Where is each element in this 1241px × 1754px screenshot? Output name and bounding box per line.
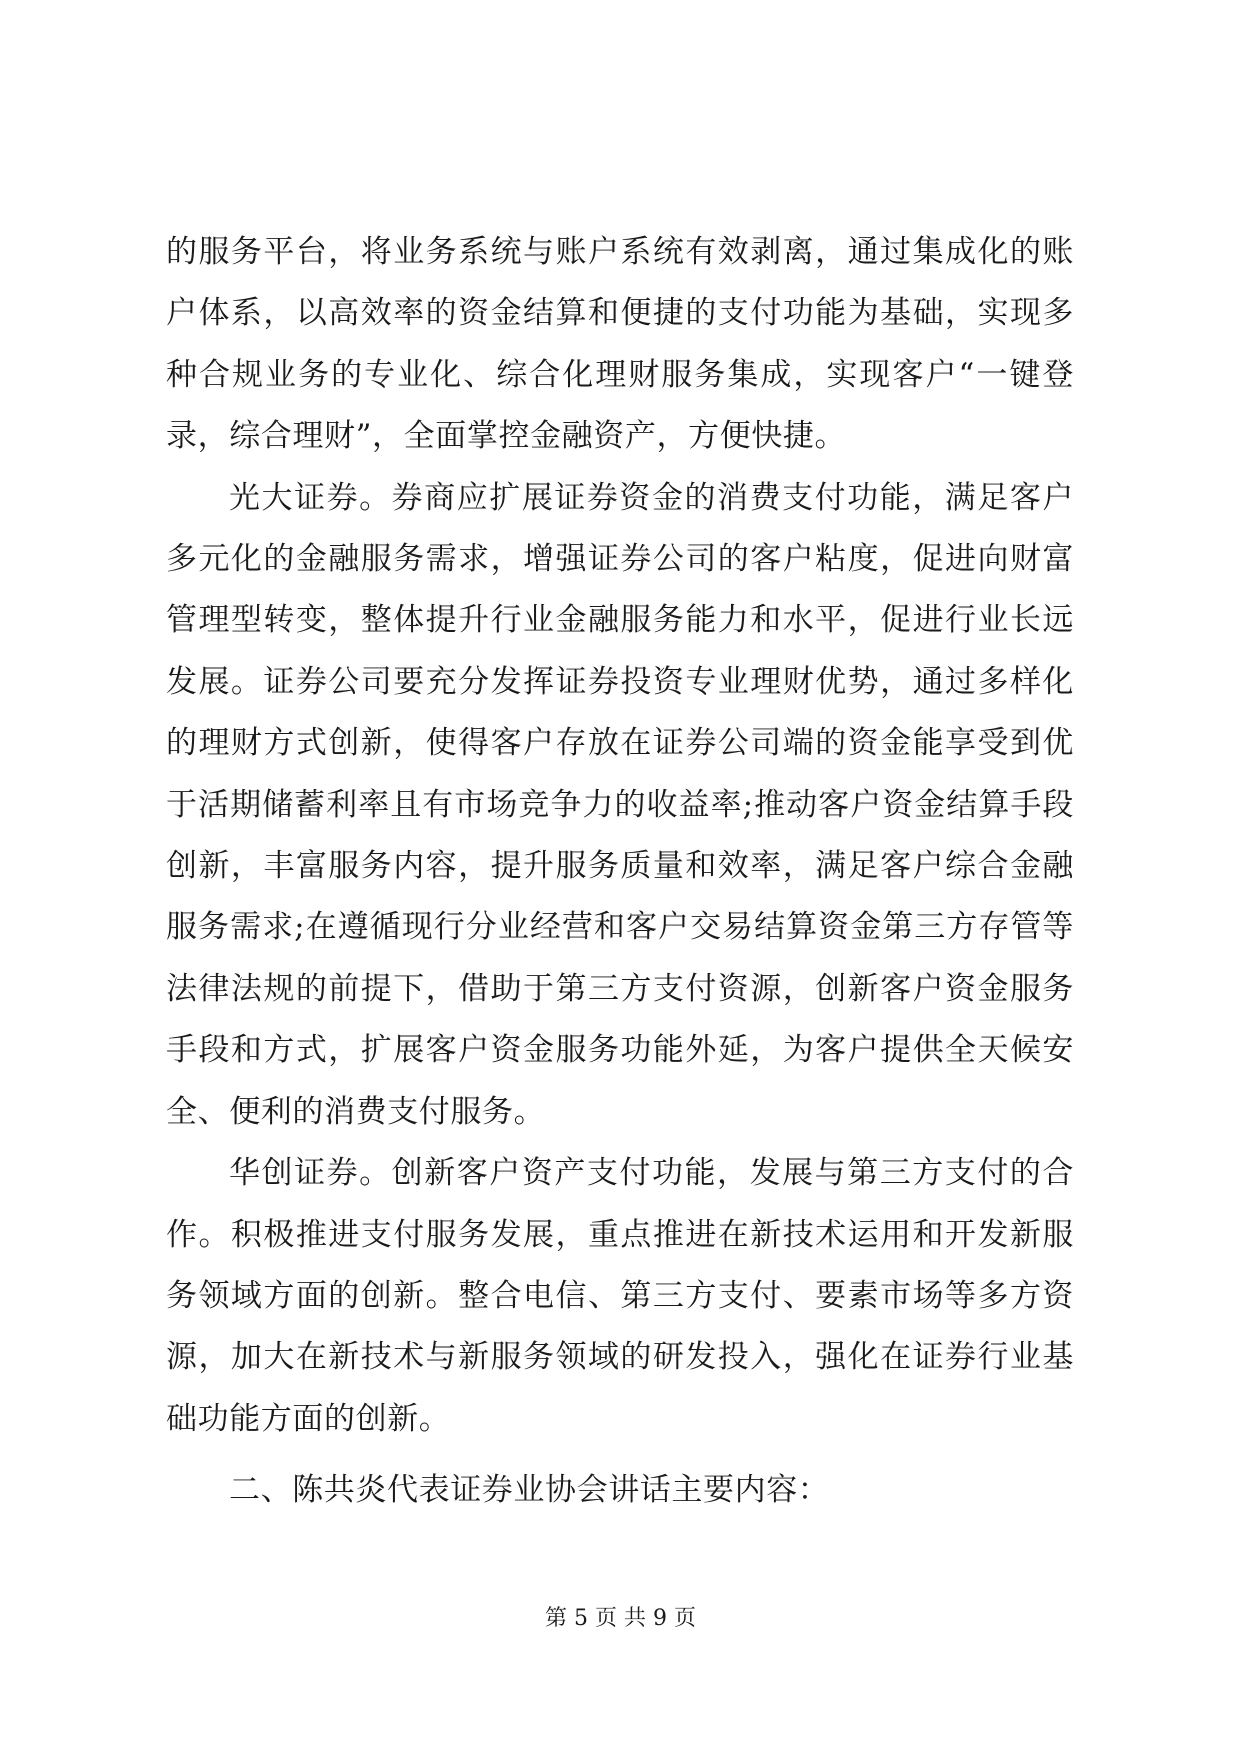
paragraph-continuation: 的服务平台，将业务系统与账户系统有效剥离，通过集成化的账户体系，以高效率的资金结算和便捷的支付功能为基础，实现多种合规业务的专业化、综合化理财服务集成，实现客户“一键登录，综合理财”，全面掌控金融资产，方便快捷。	[166, 234, 1074, 455]
document-body	[166, 222, 1074, 1522]
paragraph-everbright-securities: 光大证券。券商应扩展证券资金的消费支付功能，满足客户多元化的金融服务需求，增强证券公司的客户粘度，促进向财富管理型转变，整体提升行业金融服务能力和水平，促进行业长远发展。证券公司要充分发挥证券投资专业理财优势，通过多样化的理财方式创新，使得客户存放在证券公司端的资金能享受到优于活期储蓄利率且有市场竞争力的收益率;推动客户资金结算手段创新，丰富服务内容，提升服务质量和效率，满足客户综合金融服务需求;在遵循现行分业经营和客户交易结算资金第三方存管等法律法规的前提下，借助于第三方支付资源，创新客户资金服务手段和方式，扩展客户资金服务功能外延，为客户提供全天候安全、便利的消费支付服务。	[166, 479, 1074, 1130]
paragraph-huachuang-securities: 华创证券。创新客户资产支付功能，发展与第三方支付的合作。积极推进支付服务发展，重点推进在新技术运用和开发新服务领域方面的创新。整合电信、第三方支付、要素市场等多方资源，加大在新技术与新服务领域的研发投入，强化在证券行业基础功能方面的创新。	[166, 1155, 1074, 1437]
page-number-footer: 第 5 页 共 9 页	[545, 1606, 696, 1631]
section-heading: 二、陈共炎代表证券业协会讲话主要内容：	[229, 1472, 830, 1509]
